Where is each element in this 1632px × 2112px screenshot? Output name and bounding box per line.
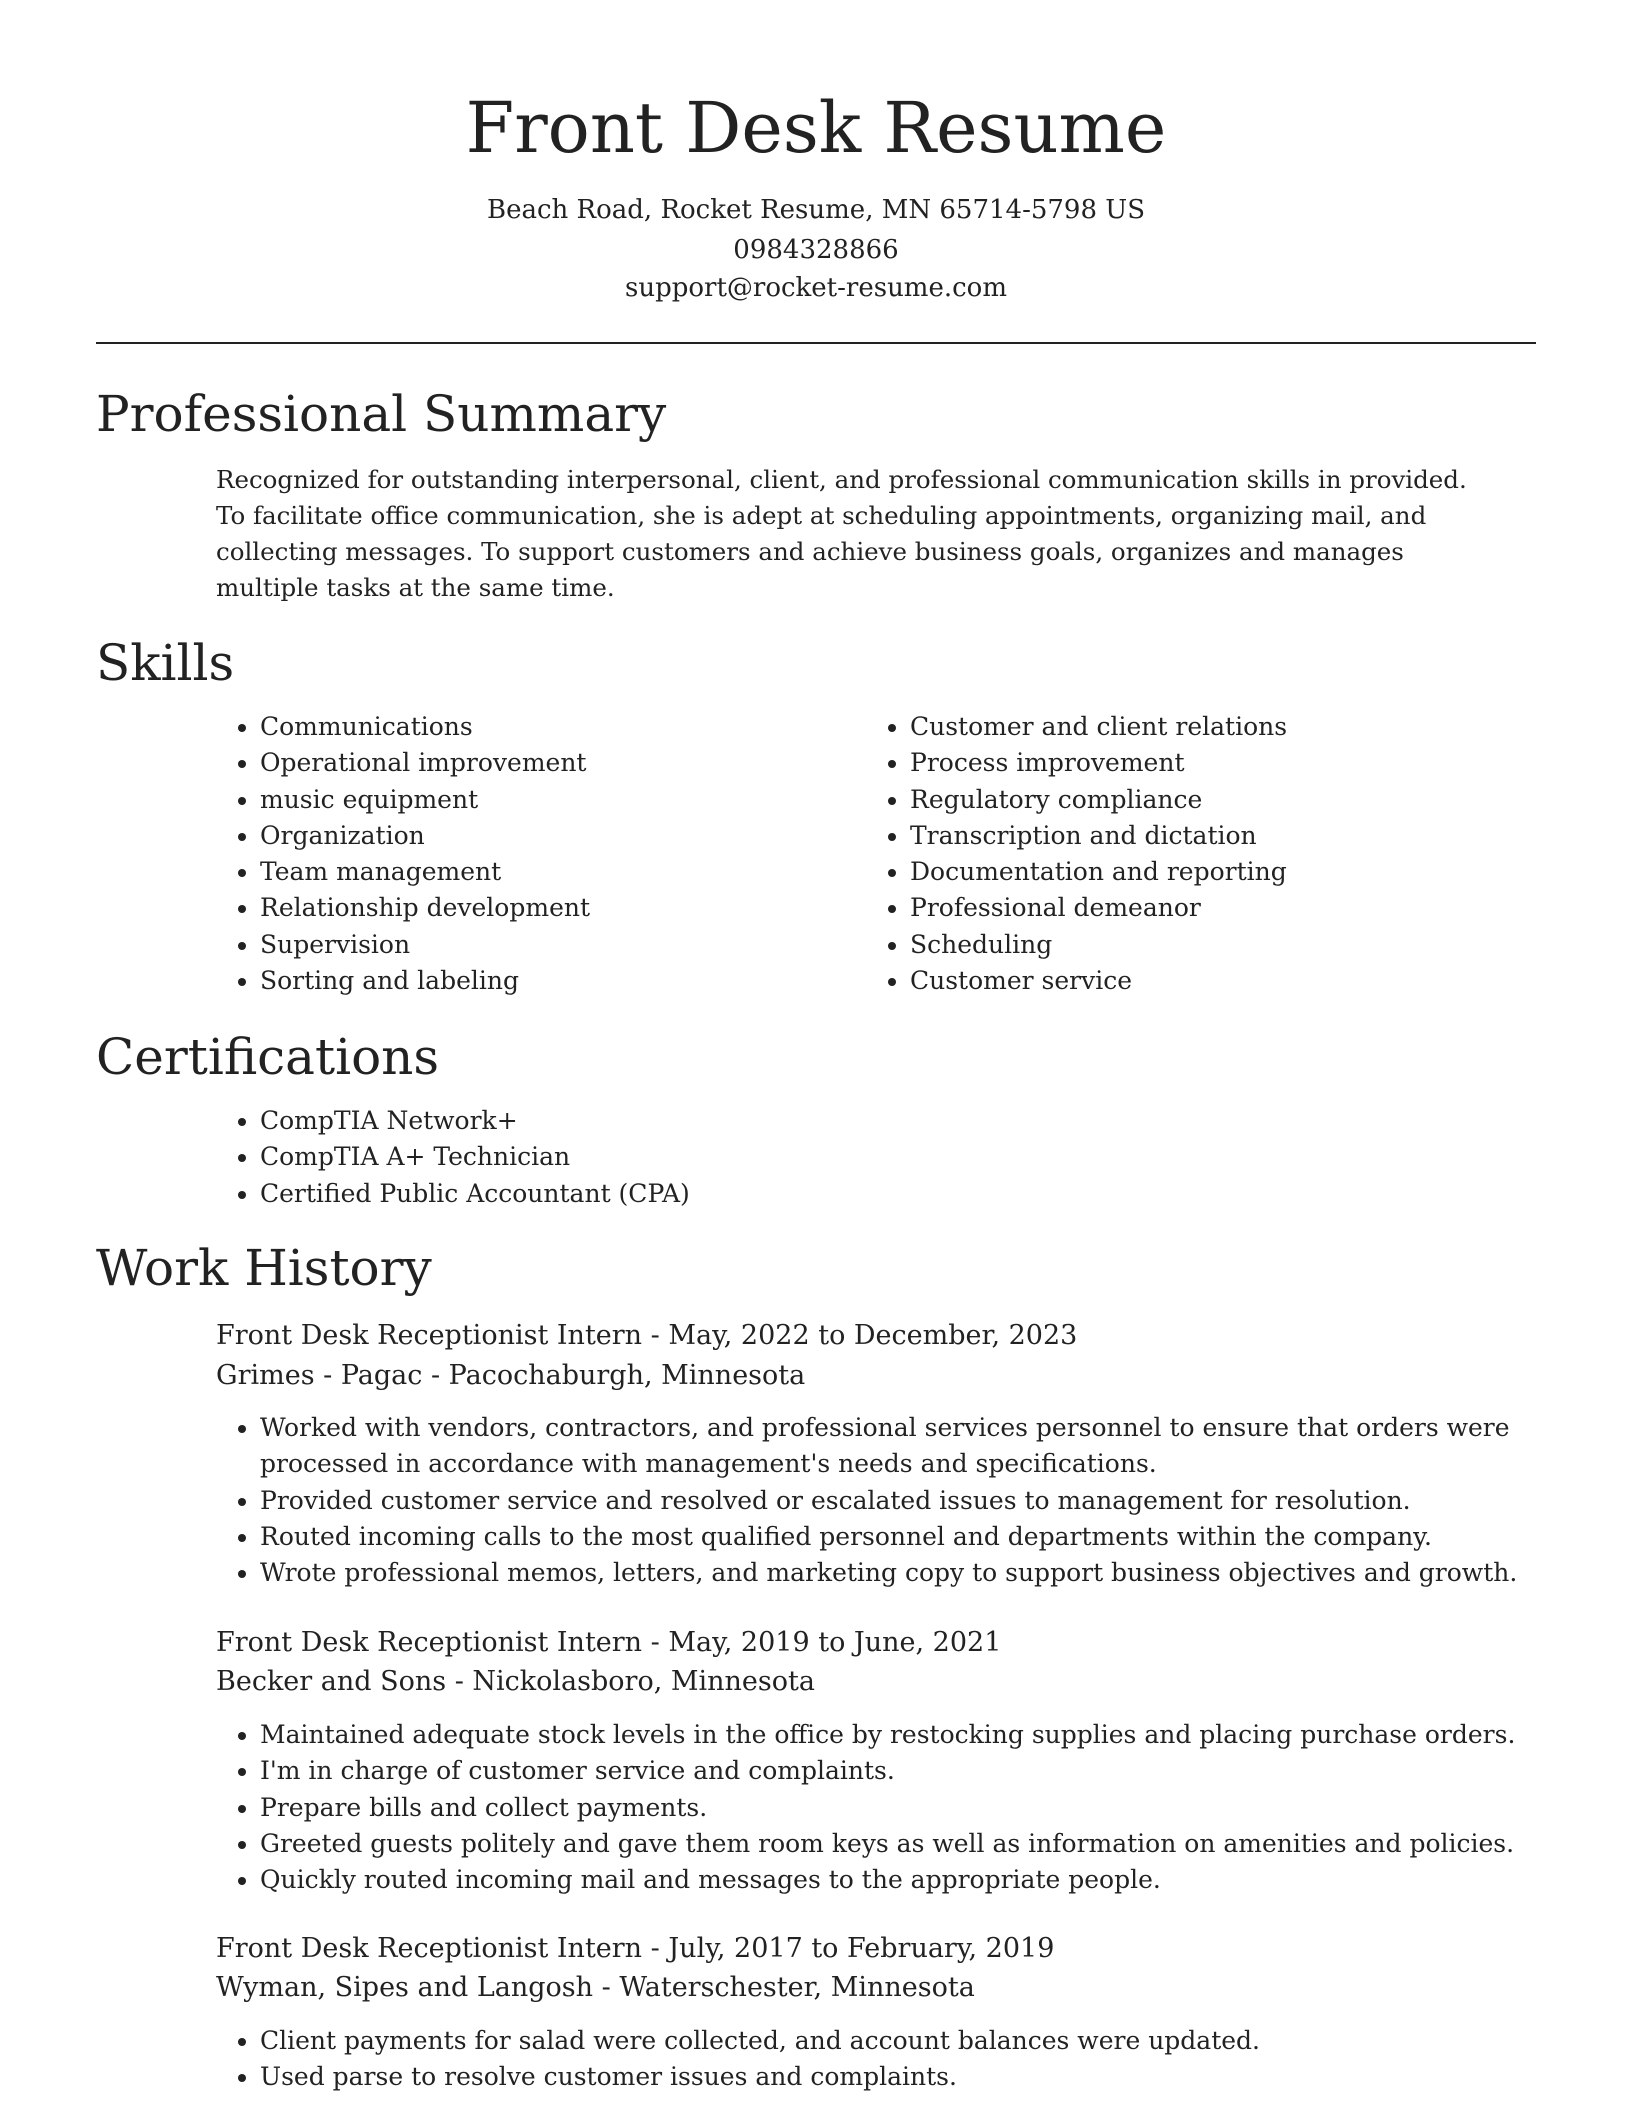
- list-item: • CompTIA Network+: [260, 1103, 1540, 1139]
- contact-phone: 0984328866: [733, 235, 899, 265]
- job-title: Front Desk Receptionist Intern - July, 2017 to February, 2019: [216, 1933, 1055, 1964]
- list-item: • Client payments for salad were collected, and account balances were updated.: [260, 2023, 1520, 2059]
- certifications-heading: Certifications: [96, 1028, 440, 1086]
- contact-address: Beach Road, Rocket Resume, MN 65714-5798 US: [486, 195, 1146, 225]
- skills-heading: Skills: [96, 634, 235, 692]
- list-item: • Team management: [260, 854, 820, 890]
- header-divider: [96, 342, 1536, 344]
- list-item: • Provided customer service and resolved or escalated issues to management for resolution.: [260, 1483, 1520, 1519]
- list-item: • Prepare bills and collect payments.: [260, 1790, 1520, 1826]
- job-bullets: [216, 2023, 1520, 2096]
- list-item: • Scheduling: [910, 927, 1550, 963]
- list-item: • Organization: [260, 818, 820, 854]
- list-item: • I'm in charge of customer service and complaints.: [260, 1753, 1520, 1789]
- list-item: • music equipment: [260, 782, 820, 818]
- job-title: Front Desk Receptionist Intern - May, 2019 to June, 2021: [216, 1627, 1002, 1658]
- summary-heading: Professional Summary: [96, 385, 667, 443]
- list-item: • Routed incoming calls to the most qualified personnel and departments within the company.: [260, 1519, 1520, 1555]
- job-company: Wyman, Sipes and Langosh - Waterschester, Minnesota: [216, 1972, 975, 2003]
- job-title: Front Desk Receptionist Intern - May, 2022 to December, 2023: [216, 1320, 1078, 1351]
- list-item: • Used parse to resolve customer issues and complaints.: [260, 2059, 1520, 2095]
- list-item: • Greeted guests politely and gave them room keys as well as information on amenities and policies.: [260, 1826, 1520, 1862]
- list-item: • Regulatory compliance: [910, 782, 1550, 818]
- list-item: • Sorting and labeling: [260, 963, 820, 999]
- work-history-heading: Work History: [96, 1239, 432, 1297]
- list-item: • Worked with vendors, contractors, and professional services personnel to ensure that orders were processed in accordance with management's needs and specifications.: [260, 1410, 1520, 1483]
- job-company: Becker and Sons - Nickolasboro, Minnesota: [216, 1666, 815, 1697]
- list-item: • Operational improvement: [260, 745, 820, 781]
- contact-email[interactable]: support@rocket-resume.com: [624, 273, 1007, 303]
- list-item: • Professional demeanor: [910, 890, 1550, 926]
- list-item: • Customer and client relations: [910, 709, 1550, 745]
- list-item: • Supervision: [260, 927, 820, 963]
- skills-list-right: [866, 709, 1550, 999]
- list-item: • Quickly routed incoming mail and messages to the appropriate people.: [260, 1862, 1520, 1898]
- job-bullets: [216, 1410, 1520, 1591]
- list-item: • Maintained adequate stock levels in the office by restocking supplies and placing purchase orders.: [260, 1717, 1520, 1753]
- list-item: • Communications: [260, 709, 820, 745]
- job-bullets: [216, 1717, 1520, 1898]
- list-item: • Process improvement: [910, 745, 1550, 781]
- skills-list-left: [216, 709, 820, 999]
- resume-name: Front Desk Resume: [465, 87, 1167, 169]
- list-item: • Relationship development: [260, 890, 820, 926]
- job-company: Grimes - Pagac - Pacochaburgh, Minnesota: [216, 1360, 806, 1391]
- list-item: • Transcription and dictation: [910, 818, 1550, 854]
- list-item: • Wrote professional memos, letters, and marketing copy to support business objectives and growth.: [260, 1555, 1520, 1591]
- summary-text: Recognized for outstanding interpersonal, client, and professional communication skills in provided. To facilitate office communication, she is adept at scheduling appointments, organizing mail, and collecting messages. To support customers and achieve business goals, organizes and manages multiple tasks at the same time.: [216, 465, 1467, 602]
- list-item: • Certified Public Accountant (CPA): [260, 1176, 1540, 1212]
- certifications-list: [216, 1103, 1540, 1212]
- list-item: • Customer service: [910, 963, 1550, 999]
- list-item: • CompTIA A+ Technician: [260, 1139, 1540, 1175]
- list-item: • Documentation and reporting: [910, 854, 1550, 890]
